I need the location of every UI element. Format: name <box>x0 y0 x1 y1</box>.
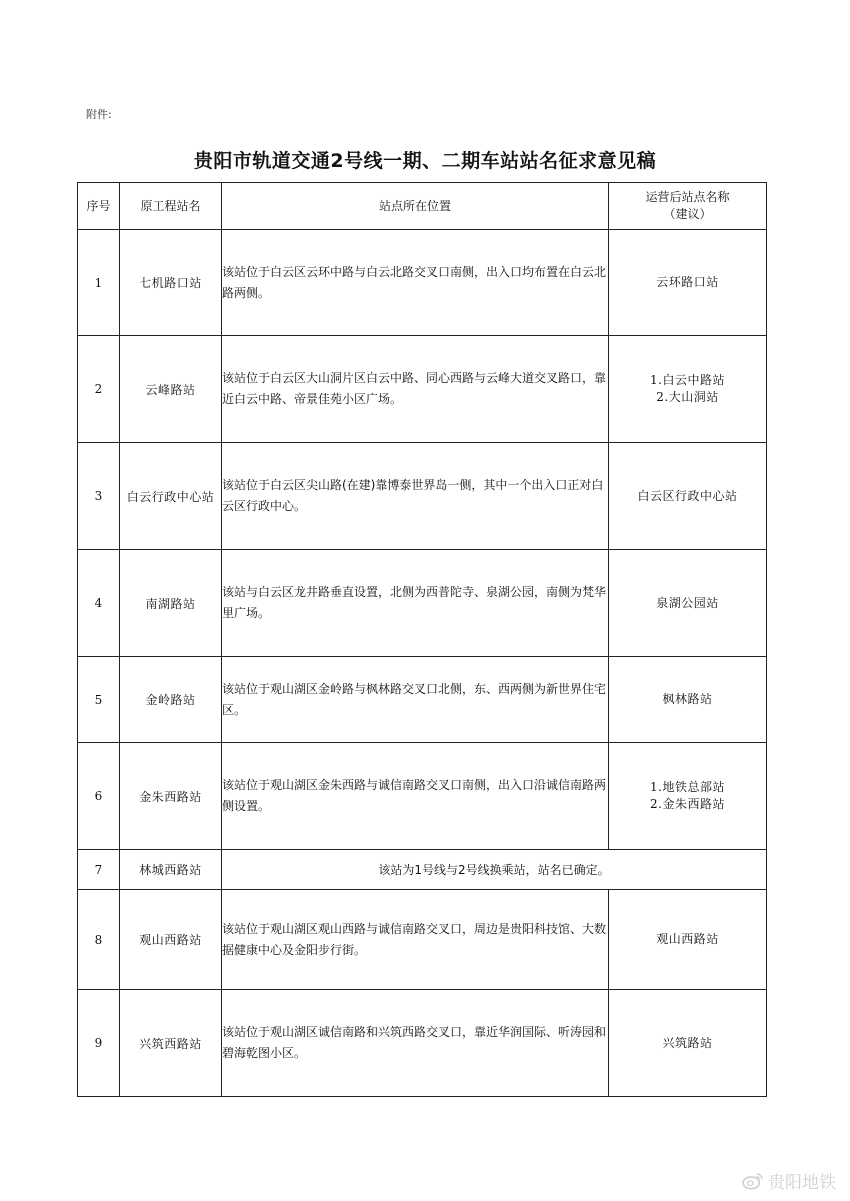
original-station-name: 兴筑西路站 <box>120 990 222 1097</box>
weibo-icon <box>742 1172 764 1190</box>
row-index: 1 <box>78 230 120 336</box>
station-location: 该站位于观山湖区诚信南路和兴筑西路交叉口，靠近华润国际、听涛园和碧海乾图小区。 <box>222 990 609 1097</box>
suggested-station-name <box>609 890 767 990</box>
station-table <box>77 182 767 1097</box>
original-station-name: 南湖路站 <box>120 550 222 657</box>
row-index: 2 <box>78 336 120 443</box>
table-row <box>78 657 767 743</box>
table-header-row <box>78 183 767 230</box>
header-idx: 序号 <box>78 183 120 230</box>
suggested-name-option: 泉湖公园站 <box>656 595 719 610</box>
suggested-name-option: 枫林路站 <box>662 692 713 706</box>
suggested-name-option: 白云区行政中心站 <box>637 488 738 503</box>
station-location: 该站位于白云区大山洞片区白云中路、同心西路与云峰大道交叉路口，靠近白云中路、帝景佳苑小区广场。 <box>222 336 609 443</box>
suggested-name-option: 观山西路站 <box>656 932 719 946</box>
header-orig-name: 原工程站名 <box>120 183 222 230</box>
station-location: 该站位于白云区尖山路(在建)靠博泰世界岛一侧，其中一个出入口正对白云区行政中心。 <box>222 443 609 550</box>
table-row <box>78 443 767 550</box>
suggested-name-option: 云环路口站 <box>656 275 719 289</box>
suggested-name-option: 2.金朱西路站 <box>650 797 725 811</box>
table-row <box>78 550 767 657</box>
original-station-name: 金岭路站 <box>120 657 222 743</box>
attachment-label: 附件: <box>86 108 112 121</box>
station-location: 该站位于观山湖区金朱西路与诚信南路交叉口南侧，出入口沿诚信南路两侧设置。 <box>222 743 609 850</box>
suggested-name-option: 1.白云中路站 <box>650 373 725 387</box>
station-location: 该站位于白云区云环中路与白云北路交叉口南侧，出入口均布置在白云北路两侧。 <box>222 230 609 336</box>
suggested-station-name <box>609 743 767 850</box>
table-row <box>78 890 767 990</box>
row-index: 7 <box>78 850 120 890</box>
original-station-name: 观山西路站 <box>120 890 222 990</box>
suggested-name-option: 2.大山洞站 <box>656 390 719 404</box>
watermark <box>742 1168 836 1193</box>
suggested-station-name <box>609 443 767 550</box>
transfer-note: 该站为1号线与2号线换乘站，站名已确定。 <box>222 850 767 890</box>
row-index: 6 <box>78 743 120 850</box>
header-suggested: 运营后站点名称（建议） <box>609 183 767 230</box>
original-station-name: 林城西路站 <box>120 850 222 890</box>
table-row <box>78 850 767 890</box>
original-station-name: 金朱西路站 <box>120 743 222 850</box>
watermark-text: 贵阳地铁 <box>768 1173 836 1193</box>
row-index: 4 <box>78 550 120 657</box>
original-station-name: 七机路口站 <box>120 230 222 336</box>
row-index: 9 <box>78 990 120 1097</box>
table-row <box>78 743 767 850</box>
original-station-name: 云峰路站 <box>120 336 222 443</box>
row-index: 5 <box>78 657 120 743</box>
document-title: 贵阳市轨道交通2号线一期、二期车站站名征求意见稿 <box>193 150 657 172</box>
station-location: 该站与白云区龙井路垂直设置，北侧为西普陀寺、泉湖公园，南侧为梵华里广场。 <box>222 550 609 657</box>
suggested-station-name <box>609 990 767 1097</box>
table-row <box>78 990 767 1097</box>
table-row <box>78 336 767 443</box>
suggested-station-name <box>609 336 767 443</box>
suggested-name-option: 1.地铁总部站 <box>650 780 725 794</box>
header-location: 站点所在位置 <box>222 183 609 230</box>
row-index: 3 <box>78 443 120 550</box>
suggested-name-option: 兴筑路站 <box>662 1035 713 1050</box>
suggested-station-name <box>609 230 767 336</box>
row-index: 8 <box>78 890 120 990</box>
suggested-station-name <box>609 657 767 743</box>
table-row <box>78 230 767 336</box>
station-location: 该站位于观山湖区金岭路与枫林路交叉口北侧，东、西两侧为新世界住宅区。 <box>222 657 609 743</box>
suggested-station-name <box>609 550 767 657</box>
station-location: 该站位于观山湖区观山西路与诚信南路交叉口，周边是贵阳科技馆、大数据健康中心及金阳步行街。 <box>222 890 609 990</box>
original-station-name: 白云行政中心站 <box>120 443 222 550</box>
